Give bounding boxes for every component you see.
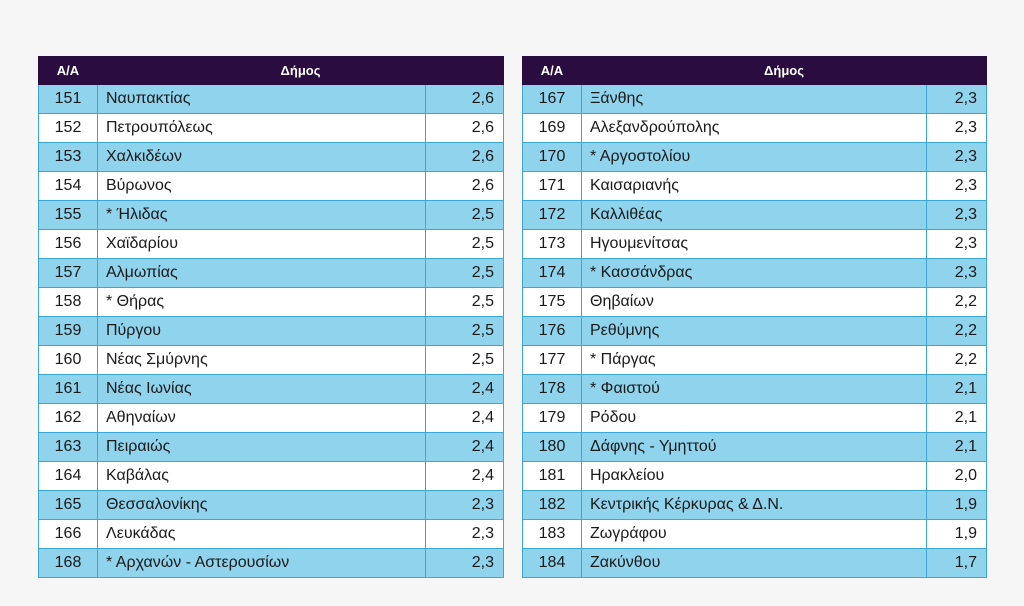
row-aa-cell: 170 [523,143,582,172]
row-aa-cell: 169 [523,114,582,143]
row-dimos-cell: * Θήρας [98,288,426,317]
row-dimos-cell: Χαϊδαρίου [98,230,426,259]
table-row [523,462,987,491]
row-aa-cell: 181 [523,462,582,491]
row-value-cell: 2,3 [927,114,987,143]
row-aa-cell: 166 [39,520,98,549]
row-value-cell: 2,4 [426,433,504,462]
row-aa-cell: 154 [39,172,98,201]
row-value-cell: 2,3 [426,520,504,549]
row-dimos-cell: Πειραιώς [98,433,426,462]
row-aa-cell: 165 [39,491,98,520]
row-dimos-cell: * Κασσάνδρας [582,259,927,288]
row-dimos-cell: * Αργοστολίου [582,143,927,172]
row-aa-cell: 173 [523,230,582,259]
row-dimos-cell: Ρεθύμνης [582,317,927,346]
row-dimos-cell: Πετρουπόλεως [98,114,426,143]
row-aa-cell: 152 [39,114,98,143]
table-row [39,172,504,201]
table-row [523,491,987,520]
row-value-cell: 1,7 [927,549,987,578]
table-header-row [523,57,987,85]
table-row [523,114,987,143]
table-row [39,346,504,375]
table-row [39,317,504,346]
row-dimos-cell: Ναυπακτίας [98,85,426,114]
row-dimos-cell: Ξάνθης [582,85,927,114]
table-row [39,375,504,404]
table-row [39,201,504,230]
table-row [523,346,987,375]
row-value-cell: 2,6 [426,85,504,114]
row-value-cell: 2,5 [426,201,504,230]
row-dimos-cell: Βύρωνος [98,172,426,201]
row-aa-cell: 158 [39,288,98,317]
row-dimos-cell: Νέας Σμύρνης [98,346,426,375]
row-aa-cell: 172 [523,201,582,230]
row-value-cell: 2,1 [927,433,987,462]
table-row [523,317,987,346]
row-aa-cell: 156 [39,230,98,259]
table-row [39,114,504,143]
row-dimos-cell: Λευκάδας [98,520,426,549]
table-row [39,143,504,172]
row-dimos-cell: Ζακύνθου [582,549,927,578]
row-value-cell: 2,6 [426,172,504,201]
ranking-table-left [38,56,504,578]
row-aa-cell: 184 [523,549,582,578]
row-dimos-cell: Νέας Ιωνίας [98,375,426,404]
row-dimos-cell: Ηρακλείου [582,462,927,491]
row-value-cell: 1,9 [927,520,987,549]
row-dimos-cell: Αθηναίων [98,404,426,433]
header-aa: Α/Α [39,57,98,85]
row-dimos-cell: Αλεξανδρούπολης [582,114,927,143]
row-value-cell: 2,3 [927,201,987,230]
ranking-table-right [522,56,987,578]
table-row [523,433,987,462]
row-dimos-cell: Καισαριανής [582,172,927,201]
table-body-right [523,85,987,578]
row-dimos-cell: Καβάλας [98,462,426,491]
table-row [523,404,987,433]
row-aa-cell: 176 [523,317,582,346]
row-aa-cell: 163 [39,433,98,462]
row-aa-cell: 162 [39,404,98,433]
header-dimos: Δήμος [582,57,987,85]
table-row [39,433,504,462]
row-aa-cell: 151 [39,85,98,114]
row-value-cell: 2,3 [426,549,504,578]
table-row [523,85,987,114]
table-row [523,172,987,201]
table-row [39,491,504,520]
row-aa-cell: 164 [39,462,98,491]
row-value-cell: 2,5 [426,230,504,259]
row-value-cell: 2,5 [426,288,504,317]
row-aa-cell: 155 [39,201,98,230]
row-dimos-cell: Θεσσαλονίκης [98,491,426,520]
row-dimos-cell: Κεντρικής Κέρκυρας & Δ.Ν. [582,491,927,520]
table-row [523,549,987,578]
row-dimos-cell: * Ήλιδας [98,201,426,230]
row-dimos-cell: Πύργου [98,317,426,346]
row-dimos-cell: Καλλιθέας [582,201,927,230]
row-value-cell: 2,2 [927,346,987,375]
header-aa: Α/Α [523,57,582,85]
table-row [523,201,987,230]
table-row [523,520,987,549]
row-value-cell: 2,4 [426,462,504,491]
row-aa-cell: 179 [523,404,582,433]
table-row [39,85,504,114]
row-dimos-cell: Ηγουμενίτσας [582,230,927,259]
row-aa-cell: 153 [39,143,98,172]
row-value-cell: 2,2 [927,288,987,317]
table-row [39,549,504,578]
row-dimos-cell: Ζωγράφου [582,520,927,549]
row-value-cell: 2,5 [426,346,504,375]
row-aa-cell: 167 [523,85,582,114]
row-aa-cell: 175 [523,288,582,317]
row-aa-cell: 161 [39,375,98,404]
row-aa-cell: 178 [523,375,582,404]
row-aa-cell: 160 [39,346,98,375]
row-value-cell: 2,1 [927,404,987,433]
row-dimos-cell: Χαλκιδέων [98,143,426,172]
row-value-cell: 2,5 [426,317,504,346]
row-aa-cell: 157 [39,259,98,288]
table-row [523,259,987,288]
table-row [523,375,987,404]
row-value-cell: 2,6 [426,114,504,143]
row-aa-cell: 182 [523,491,582,520]
table-row [39,404,504,433]
table-row [39,462,504,491]
row-value-cell: 2,1 [927,375,987,404]
row-value-cell: 2,0 [927,462,987,491]
row-value-cell: 2,3 [927,143,987,172]
table-row [523,230,987,259]
header-dimos: Δήμος [98,57,504,85]
row-aa-cell: 180 [523,433,582,462]
row-value-cell: 1,9 [927,491,987,520]
row-dimos-cell: * Αρχανών - Αστερουσίων [98,549,426,578]
row-value-cell: 2,3 [927,85,987,114]
row-value-cell: 2,4 [426,375,504,404]
row-value-cell: 2,3 [927,230,987,259]
row-aa-cell: 168 [39,549,98,578]
row-aa-cell: 183 [523,520,582,549]
table-row [523,143,987,172]
row-aa-cell: 171 [523,172,582,201]
table-row [39,230,504,259]
row-value-cell: 2,2 [927,317,987,346]
row-aa-cell: 174 [523,259,582,288]
table-row [39,259,504,288]
row-value-cell: 2,3 [927,172,987,201]
row-dimos-cell: Αλμωπίας [98,259,426,288]
table-row [523,288,987,317]
table-row [39,288,504,317]
row-dimos-cell: Δάφνης - Υμηττού [582,433,927,462]
row-value-cell: 2,4 [426,404,504,433]
table-header-row [39,57,504,85]
table-row [39,520,504,549]
row-value-cell: 2,3 [426,491,504,520]
row-value-cell: 2,6 [426,143,504,172]
row-aa-cell: 177 [523,346,582,375]
row-value-cell: 2,3 [927,259,987,288]
row-aa-cell: 159 [39,317,98,346]
row-dimos-cell: Ρόδου [582,404,927,433]
row-dimos-cell: * Πάργας [582,346,927,375]
row-dimos-cell: * Φαιστού [582,375,927,404]
row-value-cell: 2,5 [426,259,504,288]
table-body-left [39,85,504,578]
row-dimos-cell: Θηβαίων [582,288,927,317]
